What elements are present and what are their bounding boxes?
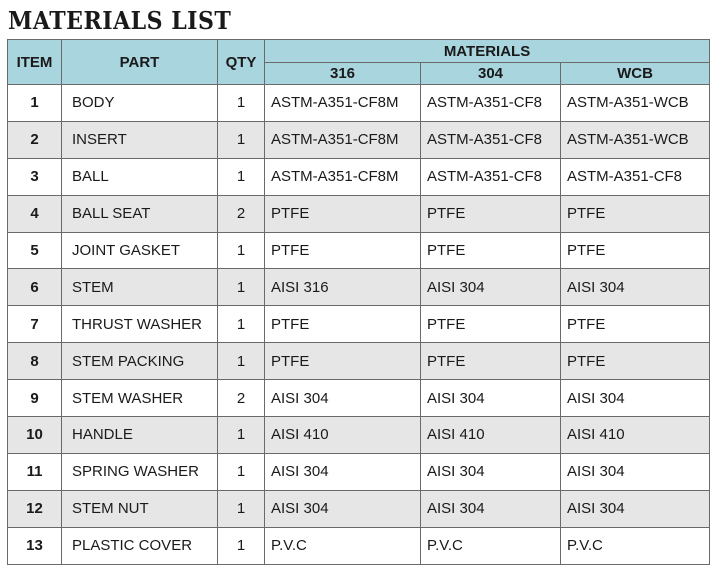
cell-part: STEM WASHER	[62, 380, 218, 417]
materials-table	[7, 39, 710, 565]
cell-316: AISI 410	[265, 417, 421, 454]
cell-316: ASTM-A351-CF8M	[265, 85, 421, 122]
header-part: PART	[62, 40, 218, 85]
cell-316: ASTM-A351-CF8M	[265, 158, 421, 195]
cell-wcb: AISI 304	[561, 453, 710, 490]
cell-part: BODY	[62, 85, 218, 122]
cell-item: 13	[8, 527, 62, 564]
cell-304: AISI 304	[421, 269, 561, 306]
table-row	[8, 121, 710, 158]
cell-qty: 1	[218, 343, 265, 380]
table-row	[8, 306, 710, 343]
table-row	[8, 195, 710, 232]
cell-qty: 1	[218, 269, 265, 306]
cell-qty: 1	[218, 453, 265, 490]
table-row	[8, 380, 710, 417]
table-row	[8, 453, 710, 490]
cell-304: P.V.C	[421, 527, 561, 564]
cell-qty: 1	[218, 158, 265, 195]
cell-316: P.V.C	[265, 527, 421, 564]
cell-qty: 1	[218, 232, 265, 269]
cell-item: 4	[8, 195, 62, 232]
cell-qty: 1	[218, 490, 265, 527]
header-item: ITEM	[8, 40, 62, 85]
cell-item: 9	[8, 380, 62, 417]
cell-wcb: ASTM-A351-WCB	[561, 121, 710, 158]
cell-qty: 1	[218, 527, 265, 564]
cell-304: PTFE	[421, 232, 561, 269]
cell-wcb: ASTM-A351-WCB	[561, 85, 710, 122]
cell-304: AISI 304	[421, 490, 561, 527]
table-row	[8, 343, 710, 380]
cell-qty: 2	[218, 195, 265, 232]
table-row	[8, 417, 710, 454]
cell-304: AISI 304	[421, 453, 561, 490]
cell-qty: 1	[218, 417, 265, 454]
cell-304: ASTM-A351-CF8	[421, 121, 561, 158]
cell-item: 6	[8, 269, 62, 306]
cell-qty: 1	[218, 306, 265, 343]
cell-wcb: PTFE	[561, 195, 710, 232]
cell-wcb: PTFE	[561, 343, 710, 380]
cell-item: 8	[8, 343, 62, 380]
cell-316: PTFE	[265, 343, 421, 380]
cell-wcb: PTFE	[561, 232, 710, 269]
cell-item: 2	[8, 121, 62, 158]
header-qty: QTY	[218, 40, 265, 85]
cell-304: PTFE	[421, 195, 561, 232]
cell-part: STEM	[62, 269, 218, 306]
cell-part: BALL SEAT	[62, 195, 218, 232]
cell-304: PTFE	[421, 306, 561, 343]
cell-qty: 1	[218, 121, 265, 158]
cell-wcb: AISI 304	[561, 490, 710, 527]
cell-qty: 2	[218, 380, 265, 417]
table-row	[8, 527, 710, 564]
cell-316: PTFE	[265, 306, 421, 343]
cell-item: 7	[8, 306, 62, 343]
cell-qty: 1	[218, 85, 265, 122]
cell-part: HANDLE	[62, 417, 218, 454]
table-row	[8, 269, 710, 306]
cell-wcb: AISI 304	[561, 269, 710, 306]
cell-304: PTFE	[421, 343, 561, 380]
cell-part: SPRING WASHER	[62, 453, 218, 490]
cell-304: AISI 304	[421, 380, 561, 417]
table-row	[8, 85, 710, 122]
cell-item: 3	[8, 158, 62, 195]
cell-wcb: P.V.C	[561, 527, 710, 564]
header-304: 304	[421, 63, 561, 85]
cell-item: 10	[8, 417, 62, 454]
cell-part: BALL	[62, 158, 218, 195]
page-title: MATERIALS LIST	[8, 6, 232, 35]
cell-304: ASTM-A351-CF8	[421, 85, 561, 122]
cell-wcb: AISI 304	[561, 380, 710, 417]
cell-wcb: AISI 410	[561, 417, 710, 454]
header-wcb: WCB	[561, 63, 710, 85]
cell-316: ASTM-A351-CF8M	[265, 121, 421, 158]
cell-316: AISI 316	[265, 269, 421, 306]
cell-part: THRUST WASHER	[62, 306, 218, 343]
cell-part: INSERT	[62, 121, 218, 158]
cell-316: AISI 304	[265, 453, 421, 490]
cell-304: AISI 410	[421, 417, 561, 454]
cell-wcb: PTFE	[561, 306, 710, 343]
cell-item: 5	[8, 232, 62, 269]
cell-316: PTFE	[265, 195, 421, 232]
cell-316: AISI 304	[265, 490, 421, 527]
cell-wcb: ASTM-A351-CF8	[561, 158, 710, 195]
header-316: 316	[265, 63, 421, 85]
cell-part: STEM PACKING	[62, 343, 218, 380]
cell-item: 1	[8, 85, 62, 122]
table-row	[8, 158, 710, 195]
cell-part: PLASTIC COVER	[62, 527, 218, 564]
cell-316: PTFE	[265, 232, 421, 269]
cell-304: ASTM-A351-CF8	[421, 158, 561, 195]
cell-item: 12	[8, 490, 62, 527]
cell-part: STEM NUT	[62, 490, 218, 527]
cell-316: AISI 304	[265, 380, 421, 417]
cell-part: JOINT GASKET	[62, 232, 218, 269]
table-row	[8, 232, 710, 269]
table-row	[8, 490, 710, 527]
header-materials: MATERIALS	[265, 40, 710, 63]
cell-item: 11	[8, 453, 62, 490]
